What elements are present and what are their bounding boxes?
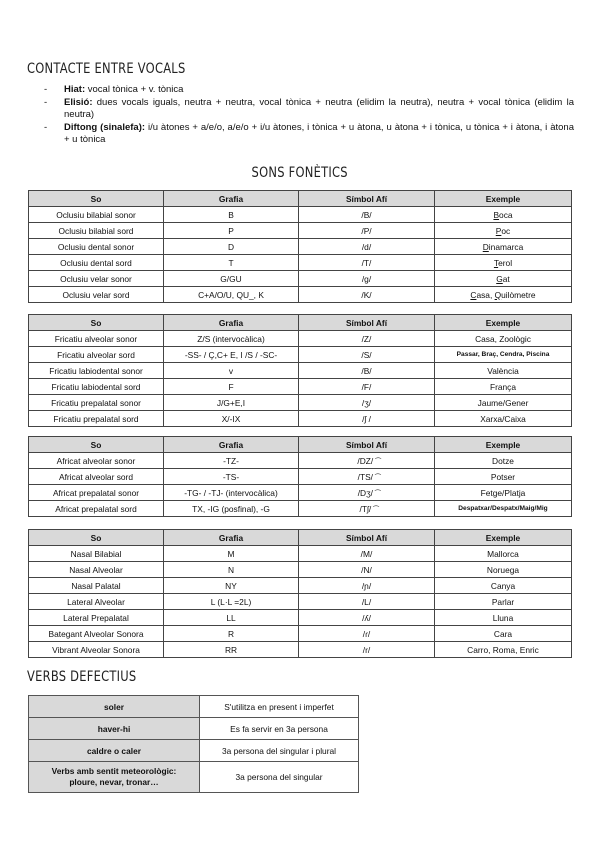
cell-grafia: P [164,223,299,239]
underlined-letter: T [493,257,499,268]
header-simbol: Símbol Afí [299,530,435,546]
cell-grafia: X/-IX [164,411,299,427]
table-row [29,562,572,578]
cell-verb [29,762,200,793]
cell-grafia: Z/S (intervocàlica) [164,331,299,347]
cell-simbol: /ɲ/ [299,578,435,594]
cell-simbol: /Dʒ/ ͡ [299,485,435,501]
table-africats [28,436,572,517]
cell-simbol: /P/ [299,223,435,239]
header-exemple: Exemple [435,191,572,207]
cell-grafia: B [164,207,299,223]
cell-so: Nasal Palatal [29,578,164,594]
header-so: So [29,191,164,207]
cell-grafia: NY [164,578,299,594]
cell-grafia: RR [164,642,299,658]
underlined-letter: C [470,289,477,300]
header-grafia: Grafia [164,191,299,207]
cell-grafia: v [164,363,299,379]
cell-simbol: /Tʃ/ ͡ [299,501,435,517]
table-fricatius [28,314,572,427]
bullet-text: i/u àtones + a/e/o, a/e/o + i/u àtones, i tònica + u àtona, u àtona + i tònica, u tònica + i àtona, i àtona + u tònica [64,121,574,146]
cell-grafia: T [164,255,299,271]
cell-exemple: Cara [435,626,572,642]
header-simbol: Símbol Afí [299,315,435,331]
cell-exemple [435,255,572,271]
cell-so: Lateral Prepalatal [29,610,164,626]
example-rest: at [502,273,510,284]
cell-grafia: -TZ- [164,453,299,469]
table-row [29,363,572,379]
header-exemple: Exemple [435,437,572,453]
cell-so: Oclusiu dental sord [29,255,164,271]
bullet-term: Hiat [64,84,82,95]
table-row [29,469,572,485]
cell-grafia: G/GU [164,271,299,287]
cell-simbol: /r/ [299,642,435,658]
table-header-row [29,530,572,546]
bullet-hiat [44,84,574,97]
cell-desc: Es fa servir en 3a persona [200,718,359,740]
table-row [29,271,572,287]
cell-exemple [435,271,572,287]
table-row [29,610,572,626]
cell-verb: soler [29,696,200,718]
cell-grafia: N [164,562,299,578]
table-row [29,347,572,363]
cell-exemple: Passar, Braç, Cendra, Piscina [435,347,572,363]
cell-grafia: -TS- [164,469,299,485]
cell-simbol: /ʎ/ [299,610,435,626]
cell-simbol: /S/ [299,347,435,363]
bullet-sep: : [89,96,93,108]
header-exemple: Exemple [435,315,572,331]
cell-so: Africat alveolar sonor [29,453,164,469]
cell-exemple: Jaume/Gener [435,395,572,411]
cell-exemple: Casa, Zoològic [435,331,572,347]
cell-so: Vibrant Alveolar Sonora [29,642,164,658]
cell-grafia: TX, -IG (posfinal), -G [164,501,299,517]
cell-grafia: J/G+E,I [164,395,299,411]
cell-simbol: /DZ/ ͡ [299,453,435,469]
cell-so: Fricatiu prepalatal sord [29,411,164,427]
table-nasals-laterals [28,529,572,658]
cell-exemple: Fetge/Platja [435,485,572,501]
table-row [29,740,359,762]
underlined-letter: B [493,209,500,220]
header-so: So [29,530,164,546]
cell-so: Africat alveolar sord [29,469,164,485]
table-row [29,642,572,658]
example-rest: erol [498,257,513,268]
bullet-term: Diftong (sinalefa) [64,121,142,133]
table-row [29,395,572,411]
cell-so: Africat prepalatal sord [29,501,164,517]
cell-so: Fricatiu alveolar sord [29,347,164,363]
underlined-letter: P [495,225,502,236]
table-row [29,578,572,594]
table-header-row [29,191,572,207]
cell-simbol: /ʃ / [299,411,435,427]
underlined-letter: D [482,241,489,252]
header-so: So [29,437,164,453]
header-so: So [29,315,164,331]
cell-exemple [435,239,572,255]
cell-exemple: Noruega [435,562,572,578]
cell-so: Nasal Alveolar [29,562,164,578]
cell-exemple [435,207,572,223]
table-row [29,594,572,610]
cell-grafia: L (L·L =2L) [164,594,299,610]
table-header-row [29,315,572,331]
header-grafia: Grafia [164,315,299,331]
bullet-diftong [44,122,574,147]
cell-so: Fricatiu labiodental sord [29,379,164,395]
cell-grafia: M [164,546,299,562]
table-row [29,287,572,303]
underlined-letter: Q [494,289,502,300]
bullet-text: vocal tònica + v. tònica [85,84,184,95]
bullet-sep: : [141,121,146,133]
table-row [29,239,572,255]
cell-so: Lateral Alveolar [29,594,164,610]
cell-so: Oclusiu bilabial sord [29,223,164,239]
cell-exemple: Despatxar/Despatx/Maig/Mig [435,501,572,517]
cell-so: Fricatiu labiodental sonor [29,363,164,379]
table-row [29,411,572,427]
bullet-text: dues vocals iguals, neutra + neutra, vocal tònica + neutra (elidim la neutra), neutra + vocal tònica (elidim la neutra) [64,96,574,121]
cell-exemple: València [435,363,572,379]
example-rest: oc [501,225,511,236]
cell-verb: caldre o caler [29,740,200,762]
cell-grafia: -TG- / -TJ- (intervocàlica) [164,485,299,501]
cell-simbol: /T/ [299,255,435,271]
heading-sons-fonetics [0,165,600,181]
cell-so: Oclusiu dental sonor [29,239,164,255]
cell-simbol: /g/ [299,271,435,287]
cell-grafia: R [164,626,299,642]
table-row [29,696,359,718]
cell-exemple: Mallorca [435,546,572,562]
cell-so: Oclusiu velar sonor [29,271,164,287]
cell-exemple [435,223,572,239]
cell-exemple [435,287,572,303]
cell-simbol: /K/ [299,287,435,303]
cell-exemple: Potser [435,469,572,485]
cell-simbol: /L/ [299,594,435,610]
vowel-contact-list [44,84,574,147]
cell-simbol: /B/ [299,207,435,223]
header-simbol: Símbol Afí [299,437,435,453]
heading-contacte-entre-vocals: CONTACTE ENTRE VOCALS [27,61,186,77]
table-row [29,453,572,469]
cell-simbol: /Z/ [299,331,435,347]
bullet-term: Elisió [64,96,90,108]
cell-simbol: /F/ [299,379,435,395]
bullet-elisio [44,97,574,122]
table-row [29,207,572,223]
cell-exemple: Carro, Roma, Enric [435,642,572,658]
cell-grafia: C+A/O/U, QU_, K [164,287,299,303]
cell-grafia: D [164,239,299,255]
header-grafia: Grafia [164,437,299,453]
cell-exemple: Dotze [435,453,572,469]
cell-so: Bategant Alveolar Sonora [29,626,164,642]
heading-text: SONS FONÈTICS [251,165,349,181]
cell-grafia: F [164,379,299,395]
cell-grafia: -SS- / Ç,C+ E, I /S / -SC- [164,347,299,363]
cell-simbol: /B/ [299,363,435,379]
table-row [29,718,359,740]
table-oclusius [28,190,572,303]
table-row [29,501,572,517]
example-rest: oca [499,209,513,220]
cell-exemple: Canya [435,578,572,594]
example-rest: uilòmetre [501,289,536,300]
table-row [29,255,572,271]
example-rest: inamarca [488,241,524,252]
cell-desc: 3a persona del singular i plural [200,740,359,762]
cell-so: Africat prepalatal sonor [29,485,164,501]
header-grafia: Grafia [164,530,299,546]
bullet-sep: : [81,84,86,95]
cell-exemple: Lluna [435,610,572,626]
cell-simbol: /M/ [299,546,435,562]
cell-desc: S'utilitza en present i imperfet [200,696,359,718]
table-row [29,379,572,395]
table-row [29,223,572,239]
table-header-row [29,437,572,453]
underlined-letter: G [496,273,503,284]
header-exemple: Exemple [435,530,572,546]
table-verbs-defectius [28,695,359,793]
cell-desc: 3a persona del singular [200,762,359,793]
cell-so: Fricatiu prepalatal sonor [29,395,164,411]
cell-simbol: /N/ [299,562,435,578]
header-simbol: Símbol Afí [299,191,435,207]
cell-simbol: /ɾ/ [299,626,435,642]
verb-line: ploure, nevar, tronar… [69,777,159,787]
cell-simbol: /TS/ ͡ [299,469,435,485]
cell-so: Oclusiu velar sord [29,287,164,303]
table-row [29,762,359,793]
heading-verbs-defectius: VERBS DEFECTIUS [27,669,137,685]
cell-simbol: /ʒ/ [299,395,435,411]
cell-verb: haver-hi [29,718,200,740]
cell-exemple: Xarxa/Caixa [435,411,572,427]
table-row [29,485,572,501]
cell-so: Fricatiu alveolar sonor [29,331,164,347]
cell-so: Oclusiu bilabial sonor [29,207,164,223]
table-row [29,331,572,347]
cell-so: Nasal Bilabial [29,546,164,562]
cell-simbol: /d/ [299,239,435,255]
cell-exemple: França [435,379,572,395]
table-row [29,626,572,642]
example-rest: asa, [476,289,495,300]
verb-line: Verbs amb sentit meteorològic: [51,766,177,776]
cell-grafia: LL [164,610,299,626]
cell-exemple: Parlar [435,594,572,610]
table-row [29,546,572,562]
